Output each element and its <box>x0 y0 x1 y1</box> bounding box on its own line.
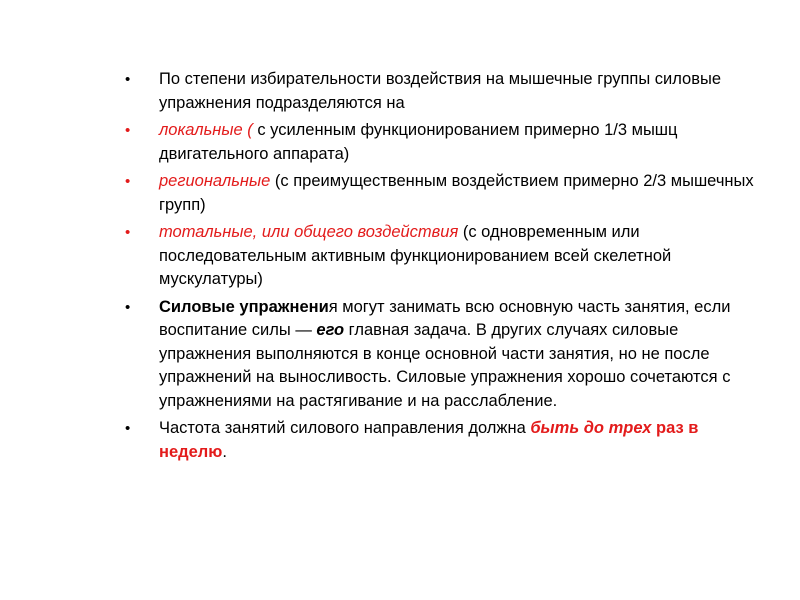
frequency-end: . <box>222 442 227 461</box>
term-description: (с преимущественным воздействием примерно 2/3 мышечных групп) <box>159 172 754 214</box>
bullet-item-local <box>125 119 760 166</box>
bullet-marker: • <box>125 71 131 88</box>
term-description: (с одновременным или последовательным активным функционированием всей скелетной мускулатуры) <box>159 223 672 288</box>
bullet-marker: • <box>125 298 131 316</box>
frequency-emphasis: быть до трех <box>530 419 652 437</box>
bullet-item-frequency <box>125 417 760 464</box>
term-regional: региональные <box>159 172 271 190</box>
bullet-item-placement <box>125 296 760 414</box>
bullet-item-regional <box>125 170 760 217</box>
term-total: тотальные, или общего воздействия <box>159 223 459 241</box>
frequency-unit: раз в неделю <box>159 419 699 461</box>
paragraph-text: главная задача. В других случаях силовые упражнения выполняются в конце основной части занятия, но не после упражнений на выносливость. Силовые упражнения хорошо сочетаются с упражнениями на растягивание и на расслабление. <box>159 321 731 410</box>
bullet-marker: • <box>125 420 131 437</box>
emphasis-word: его <box>316 321 345 339</box>
bullet-item-total <box>125 221 760 292</box>
bullet-item-classification <box>125 68 760 115</box>
term-local: локальные ( <box>159 121 253 139</box>
bullet-marker: • <box>125 224 131 241</box>
bullet-marker: • <box>125 173 131 190</box>
bold-lead: Силовые упражнени <box>159 297 329 316</box>
bullet-text: По степени избирательности воздействия на мышечные группы силовые упражнения подразделяются на <box>159 70 722 112</box>
term-description: с усиленным функционированием примерно 1/3 мышц двигательного аппарата) <box>159 121 678 163</box>
frequency-text: Частота занятий силового направления должна <box>159 419 531 437</box>
paragraph-text: я могут занимать всю основную часть занятия, если воспитание силы — <box>159 297 731 339</box>
bullet-list <box>125 68 760 468</box>
bullet-marker: • <box>125 122 131 139</box>
